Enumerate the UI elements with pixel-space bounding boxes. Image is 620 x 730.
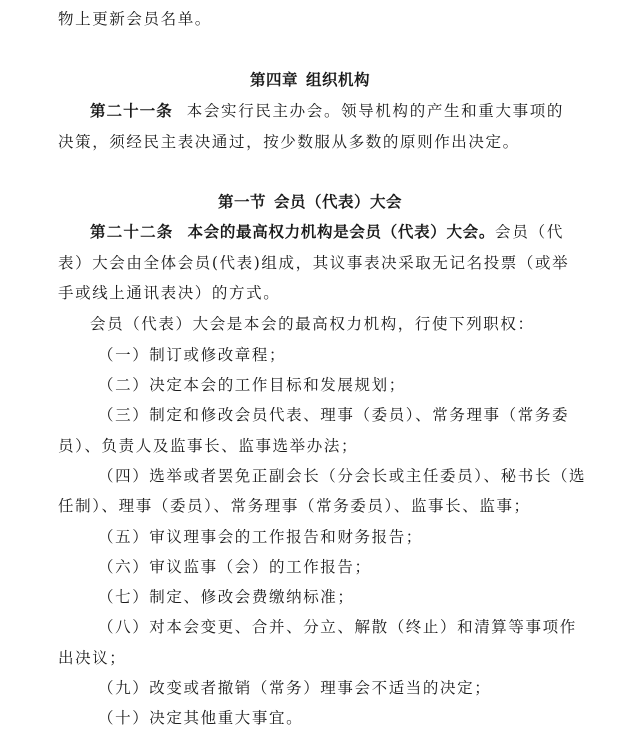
power-item-5: （五）审议理事会的工作报告和财务报告； <box>98 528 423 546</box>
intro-line: 物上更新会员名单。 <box>58 10 212 28</box>
article-21-line-2: 决策，须经民主表决通过，按少数服从多数的原则作出决定。 <box>58 133 520 151</box>
chapter-title: 组织机构 <box>306 71 371 89</box>
article-21-line-1 <box>90 101 564 121</box>
article-22-line-3: 手或线上通讯表决）的方式。 <box>58 284 281 302</box>
power-item-8-line-2: 出决议； <box>58 649 127 667</box>
section-heading <box>0 192 620 212</box>
power-item-3-line-2: 员）、负责人及监事长、监事选举办法； <box>58 437 359 455</box>
article-22-line-1 <box>90 222 564 242</box>
article-21-label: 第二十一条 <box>90 102 173 120</box>
power-item-9: （九）改变或者撤销（常务）理事会不适当的决定； <box>98 679 492 697</box>
power-item-3-line-1: （三）制定和修改会员代表、理事（委员）、常务理事（常务委 <box>98 406 570 424</box>
power-item-7: （七）制定、修改会费缴纳标准； <box>98 588 355 606</box>
power-item-8-line-1: （八）对本会变更、合并、分立、解散（终止）和清算等事项作 <box>98 618 577 636</box>
article-22-bold-sentence: 本会的最高权力机构是会员（代表）大会。 <box>187 223 496 241</box>
powers-intro: 会员（代表）大会是本会的最高权力机构，行使下列职权： <box>90 315 535 333</box>
article-21-text-1: 本会实行民主办会。领导机构的产生和重大事项的 <box>186 102 564 120</box>
chapter-number: 第四章 <box>249 71 298 89</box>
article-22-line-2: 表）大会由全体会员(代表)组成，其议事表决采取无记名投票（或举 <box>58 254 570 272</box>
power-item-4-line-2: 任制）、理事（委员）、常务理事（常务委员）、监事长、监事； <box>58 497 531 515</box>
chapter-heading <box>0 70 620 90</box>
power-item-10: （十）决定其他重大事宜。 <box>98 709 304 727</box>
power-item-4-line-1: （四）选举或者罢免正副会长（分会长或主任委员）、秘书长（选 <box>98 467 587 485</box>
article-22-label: 第二十二条 <box>90 223 174 241</box>
power-item-2: （二）决定本会的工作目标和发展规划； <box>98 376 406 394</box>
power-item-1: （一）制订或修改章程； <box>98 346 287 364</box>
section-title: 会员（代表）大会 <box>274 193 403 211</box>
section-number: 第一节 <box>217 193 266 211</box>
article-22-text-1: 会员（代 <box>495 223 564 241</box>
power-item-6: （六）审议监事（会）的工作报告； <box>98 558 372 576</box>
